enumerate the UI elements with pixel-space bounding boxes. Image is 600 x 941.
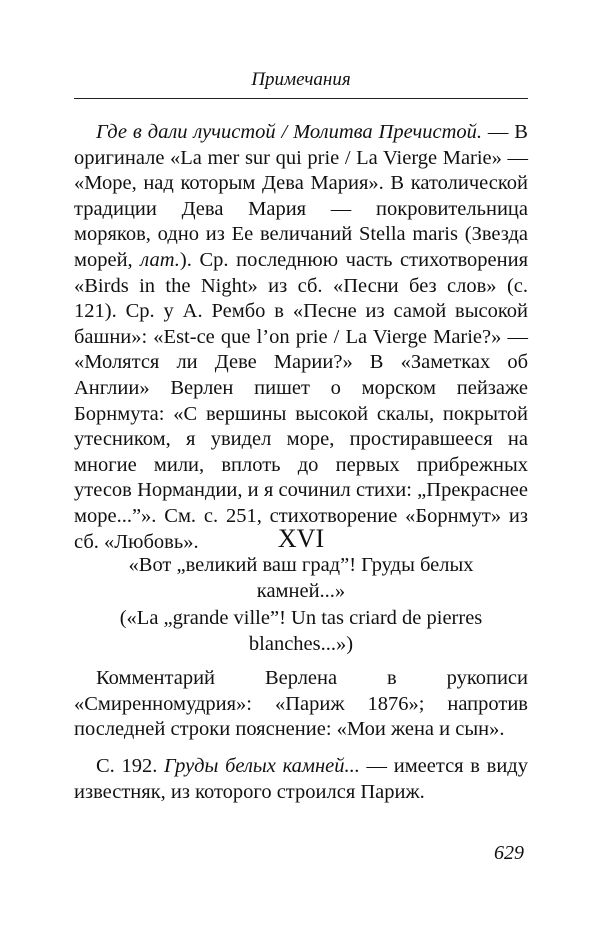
note-paragraph-2 — [74, 666, 528, 743]
note-1-lat: лат. — [140, 248, 180, 271]
note-3-ref: С. 192. — [96, 755, 165, 777]
note-1-text-a: — В оригинале «La mer sur qui prie / La Vierge Marie» — «Море, над которым Дева Мария». В католической традиции Дева Мария — покровительница моряков, одно из Ее величаний Stella maris (Звезда морей, — [74, 121, 528, 271]
note-1-text-b: ). Ср. последнюю часть стихотворения «Birds in the Night» из сб. «Песни без слов» (с. 121). Ср. у А. Рембо в «Песне из самой высокой башни»: «Est-ce que l’on prie / La Vierge Marie?» — «Молятся ли Деве Марии?» В «Заметках об Англии» Верлен пишет о морском пейзаже Борнмута: «С вершины высокой скалы, покрытой утесником, я увидел море, простиравшееся на многие мили, вплоть до первых прибрежных утесов Нормандии, и я сочинил стихи: „Прекраснее море...”». См. с. 251, стихотворение «Борнмут» из сб. «Любовь». — [74, 248, 528, 553]
header-rule — [74, 98, 528, 99]
running-header: Примечания — [251, 69, 351, 90]
note-2-text: Комментарий Верлена в рукописи «Смиренномудрия»: «Париж 1876»; напротив последней строки пояснение: «Мои жена и сын». — [74, 667, 528, 741]
page-number: 629 — [494, 842, 524, 864]
poem-original-title: («La „grande ville”! Un tas criard de pierres blanches...») — [119, 607, 483, 655]
note-3-text: — имеется в виду известняк, из которого строился Париж. — [74, 755, 528, 803]
note-3-lead: Груды белых камней... — [164, 755, 360, 777]
poem-title: «Вот „великий ваш град”! Груды белых камней...» — [128, 554, 474, 602]
note-paragraph-1 — [74, 120, 528, 555]
note-1-lead: Где в дали лучистой / Молитва Пречистой. — [96, 121, 482, 143]
section-number: XVI — [277, 524, 325, 553]
note-paragraph-3 — [74, 754, 528, 805]
